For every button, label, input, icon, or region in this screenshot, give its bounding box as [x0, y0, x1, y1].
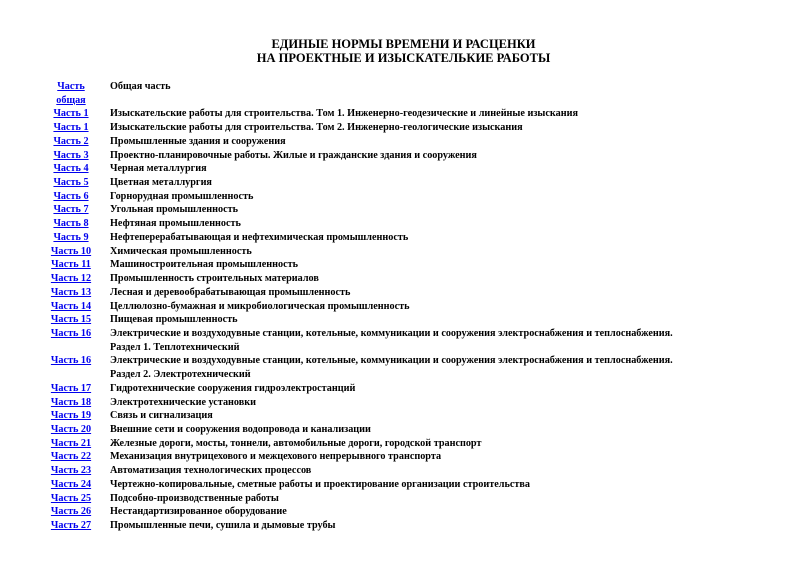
part-link[interactable]: Часть 11	[51, 259, 91, 271]
part-title: Промышленные здания и сооружения	[110, 135, 286, 147]
table-row	[40, 272, 673, 286]
part-title-cell	[110, 286, 673, 300]
part-subtitle: Раздел 1. Теплотехнический	[110, 341, 240, 353]
part-link-cell	[40, 245, 110, 259]
part-link-cell	[40, 396, 110, 410]
table-row	[40, 176, 673, 190]
part-title-cell	[110, 80, 673, 107]
table-row	[40, 450, 673, 464]
part-link[interactable]: Часть 10	[50, 245, 92, 257]
part-link[interactable]: Часть 21	[50, 437, 92, 449]
part-title-cell	[110, 423, 673, 437]
part-link-cell	[40, 286, 110, 300]
part-link-cell	[40, 176, 110, 190]
table-row	[40, 327, 673, 354]
title-line-2: НА ПРОЕКТНЫЕ И ИЗЫСКАТЕЛЬКИЕ РАБОТЫ	[256, 51, 551, 65]
title-line-1: ЕДИНЫЕ НОРМЫ ВРЕМЕНИ И РАСЦЕНКИ	[271, 37, 536, 51]
table-row	[40, 162, 673, 176]
part-link-cell	[40, 272, 110, 286]
part-title-cell	[110, 505, 673, 519]
table-row	[40, 382, 673, 396]
table-row	[40, 245, 673, 259]
part-link[interactable]: Часть 20	[50, 423, 92, 435]
table-row	[40, 437, 673, 451]
part-title-cell	[110, 203, 673, 217]
part-title: Электрические и воздуходувные станции, котельные, коммуникации и сооружения электроснабжения и теплоснабжения.	[110, 355, 673, 367]
part-link-cell	[40, 258, 110, 272]
part-link[interactable]: Часть общая	[56, 81, 86, 106]
part-link-cell	[40, 121, 110, 135]
part-link-cell	[40, 149, 110, 163]
part-link-cell	[40, 190, 110, 204]
table-row	[40, 300, 673, 314]
part-link[interactable]: Часть 5	[53, 177, 89, 189]
part-link-cell	[40, 354, 110, 381]
part-title: Подсобно-производственные работы	[110, 492, 279, 504]
part-link[interactable]: Часть 16	[50, 327, 92, 339]
part-link[interactable]: Часть 12	[50, 273, 92, 285]
table-row	[40, 396, 673, 410]
part-title-cell	[110, 149, 673, 163]
table-row	[40, 217, 673, 231]
part-title: Чертежно-копировальные, сметные работы и проектирование организации строительства	[110, 478, 530, 490]
part-title-cell	[110, 245, 673, 259]
table-row	[40, 478, 673, 492]
part-title-cell	[110, 478, 673, 492]
table-row	[40, 203, 673, 217]
table-row	[40, 231, 673, 245]
table-row	[40, 107, 673, 121]
part-title: Промышленные печи, сушила и дымовые трубы	[110, 520, 336, 531]
part-title: Нефтяная промышленность	[110, 218, 241, 230]
part-link[interactable]: Часть 27	[50, 520, 92, 531]
table-row	[40, 190, 673, 204]
part-link[interactable]: Часть 2	[53, 135, 89, 147]
part-title-cell	[110, 519, 673, 533]
part-title-cell	[110, 217, 673, 231]
part-title-cell	[110, 464, 673, 478]
part-link-cell	[40, 162, 110, 176]
part-link-cell	[40, 437, 110, 451]
part-link-cell	[40, 80, 110, 107]
part-title: Химическая промышленность	[110, 245, 252, 257]
part-title: Проектно-планировочные работы. Жилые и гражданские здания и сооружения	[110, 149, 477, 161]
part-link[interactable]: Часть 19	[50, 410, 92, 422]
part-link[interactable]: Часть 24	[50, 478, 92, 490]
table-row	[40, 423, 673, 437]
part-title-cell	[110, 231, 673, 245]
table-row	[40, 492, 673, 506]
part-link-cell	[40, 505, 110, 519]
part-title: Лесная и деревообрабатывающая промышленность	[110, 286, 351, 298]
part-title-cell	[110, 492, 673, 506]
contents-table-body	[40, 80, 673, 533]
part-link[interactable]: Часть 7	[53, 204, 89, 216]
part-title-cell	[110, 176, 673, 190]
part-title: Промышленность строительных материалов	[110, 273, 319, 285]
part-link[interactable]: Часть 1	[53, 108, 89, 120]
part-link-cell	[40, 313, 110, 327]
part-title: Цветная металлургия	[110, 177, 212, 189]
part-title-cell	[110, 121, 673, 135]
part-link-cell	[40, 519, 110, 533]
part-link-cell	[40, 409, 110, 423]
part-title-cell	[110, 396, 673, 410]
table-row	[40, 286, 673, 300]
part-subtitle: Раздел 2. Электротехнический	[110, 369, 251, 381]
table-row	[40, 258, 673, 272]
part-title: Черная металлургия	[110, 163, 207, 175]
part-title: Связь и сигнализация	[110, 410, 213, 422]
part-title-cell	[110, 107, 673, 121]
part-title: Нестандартизированное оборудование	[110, 506, 287, 518]
part-title-cell	[110, 354, 673, 381]
part-title: Пищевая промышленность	[110, 314, 238, 326]
page-title	[0, 37, 807, 65]
contents-table	[40, 80, 673, 533]
part-title-cell	[110, 437, 673, 451]
part-link[interactable]: Часть 15	[50, 314, 92, 326]
part-link-cell	[40, 135, 110, 149]
part-title-cell	[110, 450, 673, 464]
part-link[interactable]: Часть 1	[53, 122, 89, 134]
part-link-cell	[40, 450, 110, 464]
part-title: Механизация внутрицехового и межцехового непрерывного транспорта	[110, 451, 442, 463]
part-link-cell	[40, 203, 110, 217]
part-title: Общая часть	[110, 81, 171, 92]
part-title-cell	[110, 272, 673, 286]
part-link-cell	[40, 382, 110, 396]
part-title-cell	[110, 190, 673, 204]
part-link[interactable]: Часть 8	[53, 218, 89, 230]
part-link[interactable]: Часть 9	[53, 231, 89, 243]
part-link[interactable]: Часть 16	[50, 355, 92, 367]
part-title: Внешние сети и сооружения водопровода и канализации	[110, 423, 371, 435]
table-row	[40, 149, 673, 163]
table-row	[40, 313, 673, 327]
part-link-cell	[40, 327, 110, 354]
table-row	[40, 519, 673, 533]
part-title: Машиностроительная промышленность	[110, 259, 298, 271]
part-title-cell	[110, 382, 673, 396]
part-title: Целлюлозно-бумажная и микробиологическая промышленность	[110, 300, 410, 312]
part-link[interactable]: Часть 26	[50, 506, 92, 518]
part-link-cell	[40, 464, 110, 478]
table-row	[40, 80, 673, 107]
table-row	[40, 354, 673, 381]
part-title: Электрические и воздуходувные станции, котельные, коммуникации и сооружения электроснабжения и теплоснабжения.	[110, 327, 673, 339]
part-title-cell	[110, 300, 673, 314]
part-link[interactable]: Часть 13	[50, 286, 92, 298]
table-row	[40, 409, 673, 423]
part-link-cell	[40, 231, 110, 245]
part-title-cell	[110, 409, 673, 423]
part-title: Электротехнические установки	[110, 396, 256, 408]
part-title: Гидротехнические сооружения гидроэлектростанций	[110, 382, 356, 394]
part-link[interactable]: Часть 14	[50, 300, 92, 312]
table-row	[40, 135, 673, 149]
part-title: Угольная промышленность	[110, 204, 239, 216]
part-title: Изыскательские работы для строительства. Том 1. Инженерно-геодезические и линейные изыскания	[110, 108, 578, 120]
part-link[interactable]: Часть 22	[50, 451, 92, 463]
table-row	[40, 121, 673, 135]
table-row	[40, 505, 673, 519]
part-link-cell	[40, 217, 110, 231]
part-title: Горнорудная промышленность	[110, 190, 254, 202]
part-title-cell	[110, 162, 673, 176]
part-link[interactable]: Часть 25	[50, 492, 92, 504]
part-link-cell	[40, 478, 110, 492]
part-link[interactable]: Часть 18	[50, 396, 92, 408]
part-link[interactable]: Часть 17	[50, 382, 92, 394]
part-title: Железные дороги, мосты, тоннели, автомобильные дороги, городской транспорт	[110, 437, 482, 449]
table-row	[40, 464, 673, 478]
part-link-cell	[40, 300, 110, 314]
part-link[interactable]: Часть 4	[53, 163, 89, 175]
part-title: Автоматизация технологических процессов	[110, 465, 312, 477]
part-link-cell	[40, 492, 110, 506]
part-link-cell	[40, 423, 110, 437]
part-title: Изыскательские работы для строительства. Том 2. Инженерно-геологические изыскания	[110, 122, 523, 134]
part-title-cell	[110, 258, 673, 272]
part-link-cell	[40, 107, 110, 121]
part-link[interactable]: Часть 3	[53, 149, 89, 161]
part-title-cell	[110, 327, 673, 354]
part-title: Нефтеперерабатывающая и нефтехимическая промышленность	[110, 231, 409, 243]
part-title-cell	[110, 313, 673, 327]
part-title-cell	[110, 135, 673, 149]
part-link[interactable]: Часть 23	[50, 465, 92, 477]
part-link[interactable]: Часть 6	[53, 190, 89, 202]
